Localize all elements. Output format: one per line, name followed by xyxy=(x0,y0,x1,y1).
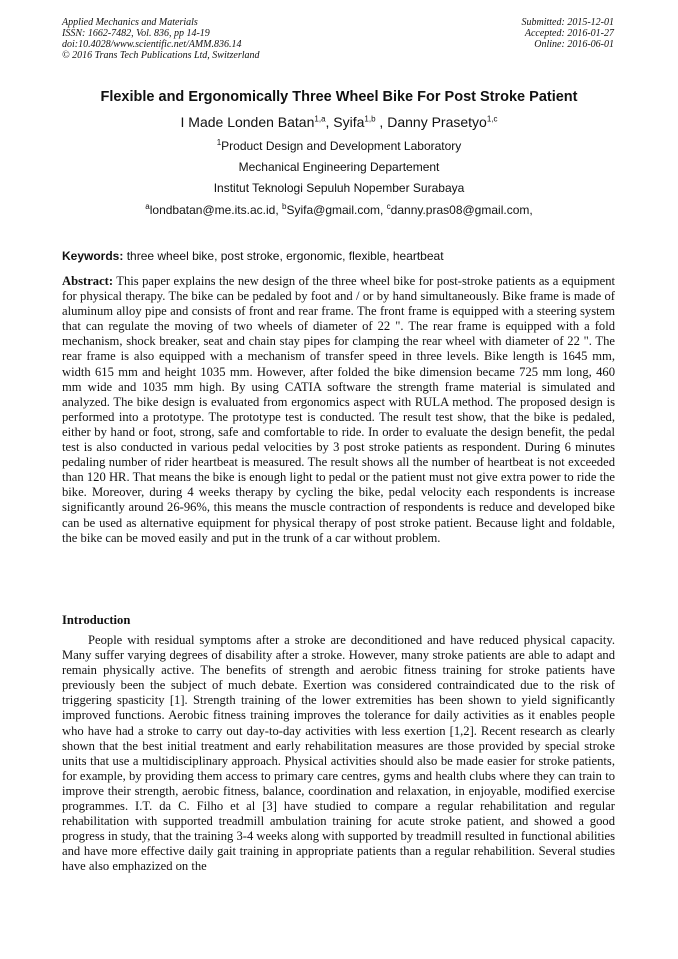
author-emails: $^a$londbatan@me.its.ac.id, $^b$Syifa@gmail.com, $^c$danny.pras08@gmail.com, xyxy=(145,202,533,217)
email-link[interactable]: londbatan@me.its.ac.id, xyxy=(149,203,282,217)
author-list: I Made Londen Batan$^{1,a}$, Syifa$^{1,b}$ , Danny Prasetyo$^{1,c}$ xyxy=(180,114,498,130)
affiliation-institute: Institut Teknologi Sepuluh Nopember Surabaya xyxy=(213,181,465,195)
online-date: Online: 2016-06-01 xyxy=(534,39,614,50)
keywords-label: Keywords: xyxy=(62,249,124,263)
keywords xyxy=(62,249,444,263)
author-name: I Made Londen Batan xyxy=(180,114,315,130)
journal-doi: doi:10.4028/www.scientific.net/AMM.836.14 xyxy=(62,39,242,50)
email-link[interactable]: Syifa@gmail.com, xyxy=(286,203,387,217)
affiliation-lab: $^1$Product Design and Development Laboratory xyxy=(216,138,462,153)
author-sup: 1,a xyxy=(314,114,326,124)
accepted-date: Accepted: 2016-01-27 xyxy=(524,28,614,39)
journal-issn: ISSN: 1662-7482, Vol. 836, pp 14-19 xyxy=(62,28,210,39)
submitted-date: Submitted: 2015-12-01 xyxy=(521,17,614,28)
affiliation-sup: 1 xyxy=(216,138,222,147)
submission-dates xyxy=(522,17,615,50)
abstract-text: This paper explains the new design of the three wheel bike for post-stroke patients as a equipment for physical therapy. The bike can be pedaled by foot and / or by hand simultaneously. Bike frame is made of aluminum alloy pipe and consists of front and rear frame. The front frame is equipped with a steering system that can regulate the moving of two wheels of diameter of 22 ". The rear frame is equipped with a fold mechanism, shock breaker, seat and chain stay pipes for clamping the rear wheel with diameter of 22 ". The rear frame is also equipped with a mechanism of transfer speed in three levels. Bike length is 1645 mm, width 615 mm and height 1035 mm. However, after folded the bike dimension became 725 mm long, 460 mm wide and 1035 mm high. By using CATIA software the strength frame material is simulated and analyzed. The bike design is evaluated from ergonomics aspect with RULA method. The proposed design is performed into a prototype. The prototype test is conducted. The result test show, that the bike is pedaled, either by hand or foot, strong, safe and comfortable to ride. In order to evaluate the design benefit, the pedal test is also conducted in various pedal velocities by 3 post stroke patients as respondent. During 6 minutes pedaling number of rider heartbeat is measured. The result shows all the number of heartbeat is not exceeded than 120 HR. That means the bike is enough light to pedal or the patient must not give extra power to ride the bike. Moreover, during 4 weeks therapy by cycling the bike, pedal velocity each respondents is increase significantly around 26-96%, this means the muscle contraction of respondents is reduce and developed bike can be used as alternative equipment for physical therapy of post stroke patient. Because light and foldable, the bike can be moved easily and put in the trunk of a car without problem. xyxy=(62,274,615,545)
introduction-heading: Introduction xyxy=(62,613,131,627)
journal-copyright: © 2016 Trans Tech Publications Ltd, Switzerland xyxy=(62,50,260,61)
introduction-text: People with residual symptoms after a stroke are deconditioned and have reduced physical capacity. Many suffer varying degrees of disability after a stroke. However, many stroke patients are able to adapt and remain physically active. The benefits of strength and aerobic fitness training for stroke patients have previously been the subject of much debate. Exertion was considered contraindicated due to the risk of triggering spasticity [1]. Strength training of the lower extremities has been shown to yield significantly improved functions. Aerobic fitness training improves the tolerance for daily activities as it enables people who have had a stroke to carry out day-to-day activities with less exertion [1,2]. Recent research as clearly shown that the best initial treatment and early rehabilitation measures are those provided by special stroke units that use a multidisciplinary approach. Physical activities should also be made easier for stroke patients, for example, by providing them access to primary care centres, gyms and health clubs where they can train to improve their strength, aerobic fitness, balance, coordination and relaxation, in enjoyable, modified exercise programmes. I.T. da C. Filho et al [3] have studied to compare a regular rehabilitation and regular rehabilitation with supported treadmill ambulation training for acute stroke patient, and showed a good progress in study, that the training 3-4 weeks along with supported by treadmill resulted in functional abilities and have more effective daily gait training in appropriate patients than a regular rehabilition. Several studies have also emphazized on the xyxy=(62,633,615,874)
keywords-text: three wheel bike, post stroke, ergonomic, flexible, heartbeat xyxy=(123,249,444,263)
author-sup: 1,b xyxy=(364,114,376,124)
abstract-label: Abstract: xyxy=(62,274,114,288)
author-name: Danny Prasetyo xyxy=(387,114,487,130)
journal-name: Applied Mechanics and Materials xyxy=(62,17,198,28)
author-name: Syifa xyxy=(333,114,365,130)
journal-info xyxy=(62,17,260,61)
email-link[interactable]: danny.pras08@gmail.com, xyxy=(390,203,533,217)
paper-title: Flexible and Ergonomically Three Wheel Bike For Post Stroke Patient xyxy=(100,89,578,105)
author-sup: 1,c xyxy=(486,114,498,124)
abstract xyxy=(62,274,615,546)
affiliation-dept: Mechanical Engineering Departement xyxy=(238,160,440,174)
